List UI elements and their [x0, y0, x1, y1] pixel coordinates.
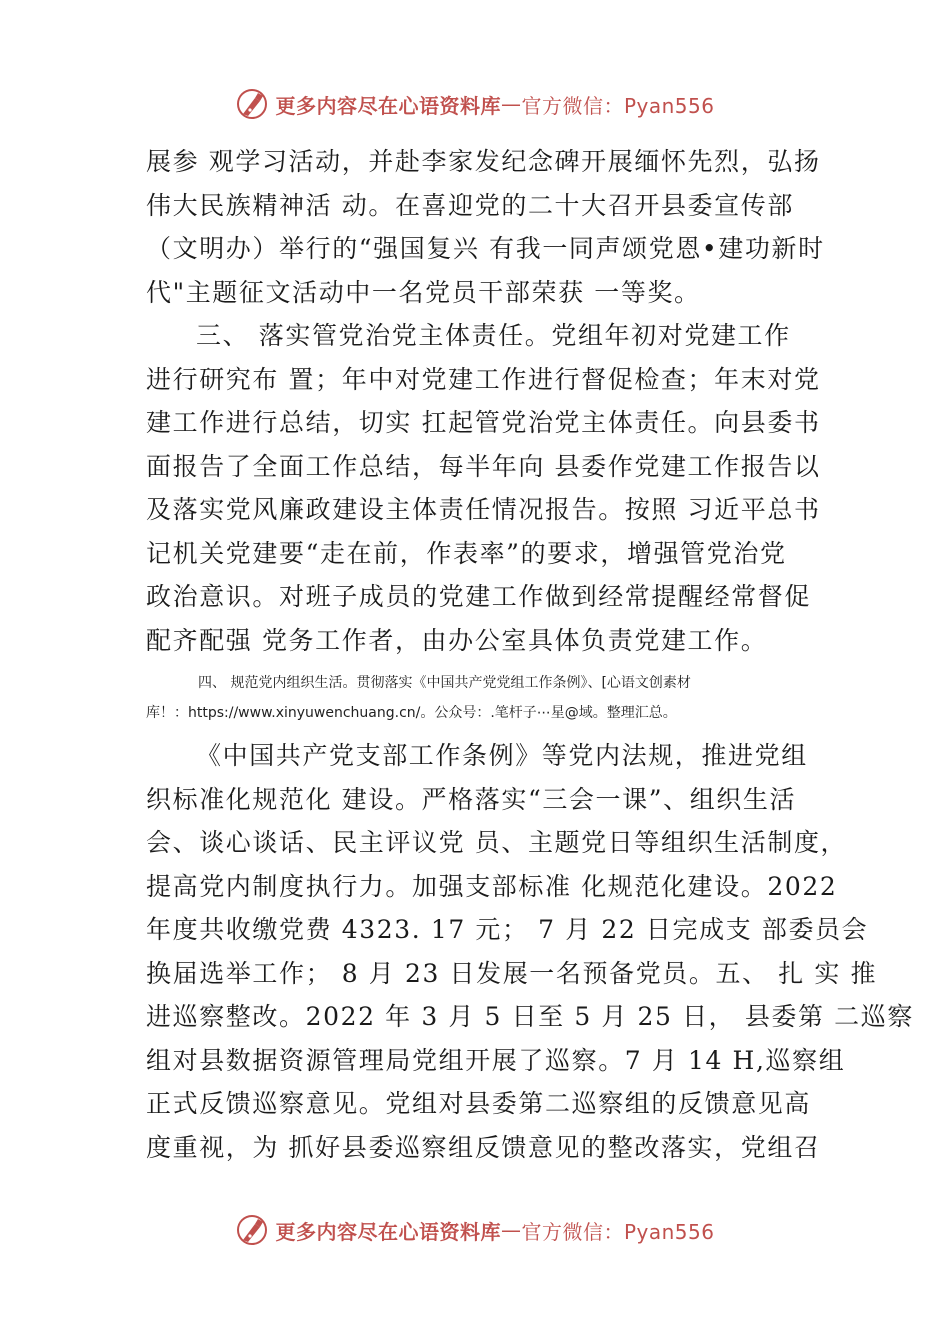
body-line: 政治意识。对班子成员的党建工作做到经常提醒经常督促: [146, 582, 812, 611]
header-separator: —: [500, 92, 522, 116]
body-line: 进巡察整改。2022 年 3 月 5 日至 5 月 25 日， 县委第 二巡察: [146, 1002, 914, 1031]
document-body: [146, 140, 914, 1169]
footer-contact-text: 官方微信：Pyan556: [521, 1219, 715, 1244]
pen-nib-logo-icon: [235, 87, 269, 121]
body-line: 会、谈心谈话、民主评议党 员、主题党日等组织生活制度，: [146, 828, 848, 857]
body-line: 进行研究布 置；年中对党建工作进行督促检查；年末对党: [146, 364, 821, 394]
header-watermark-banner: [0, 84, 950, 124]
body-line: 换届选举工作； 8 月 23 日发展一名预备党员。五、 扎 实 推: [146, 958, 878, 988]
body-line: 代"主题征文活动中一名党员干部荣获 一等奖。: [146, 277, 701, 307]
body-line: 配齐配强 党务工作者，由办公室具体负责党建工作。: [146, 625, 768, 655]
footer-separator: —: [500, 1218, 522, 1242]
footer-watermark-banner: [0, 1210, 950, 1250]
body-line: （文明办）举行的“强国复兴 有我一同声颂党恩•建功新时: [146, 234, 825, 263]
section-heading-line: 三、 落实管党治党主体责任。党组年初对党建工作: [196, 321, 791, 350]
body-line: 及落实党风廉政建设主体责任情况报告。按照 习近平总书: [146, 495, 821, 524]
body-line: 面报告了全面工作总结，每半年向 县委作党建工作报告以: [146, 451, 821, 481]
body-line: 记机关党建要“走在前，作表率”的要求，增强管党治党: [146, 538, 787, 568]
body-line: 《中国共产党支部工作条例》等党内法规，推进党组: [196, 741, 808, 770]
body-line: 组对县数据资源管理局党组开展了巡察。7 月 14 H,巡察组: [146, 1045, 846, 1075]
body-line: 建工作进行总结，切实 扛起管党治党主体责任。向县委书: [146, 408, 821, 437]
body-line: 织标准化规范化 建设。严格落实“三会一课”、组织生活: [146, 784, 797, 814]
body-line: 年度共收缴党费 4323. 17 元； 7 月 22 日完成支 部委员会: [146, 915, 869, 944]
body-line: 提高党内制度执行力。加强支部标准 化规范化建设。2022: [146, 871, 838, 901]
body-line: 度重视，为 抓好县委巡察组反馈意见的整改落实，党组召: [146, 1132, 821, 1162]
header-contact-text: 官方微信：Pyan556: [521, 93, 715, 118]
small-print-line: 库！：https://www.xinyuwenchuang.cn/。公众号：.笔杆子⋯星@域。整理汇总。: [146, 705, 677, 721]
pen-nib-logo-icon: [235, 1213, 269, 1247]
header-brand-text: 更多内容尽在心语资料库: [275, 93, 501, 118]
footer-brand-text: 更多内容尽在心语资料库: [275, 1219, 501, 1244]
body-line: 伟大民族精神活 动。在喜迎党的二十大召开县委宣传部: [146, 190, 794, 220]
body-line: 展参 观学习活动，并赴李家发纪念碑开展缅怀先烈，弘扬: [146, 147, 821, 176]
small-print-line: 四、 规范党内组织生活。贯彻落实《中国共产党党组工作条例》、[心语文创素材: [198, 675, 691, 691]
body-line: 正式反馈巡察意见。党组对县委第二巡察组的反馈意见高: [146, 1089, 812, 1118]
